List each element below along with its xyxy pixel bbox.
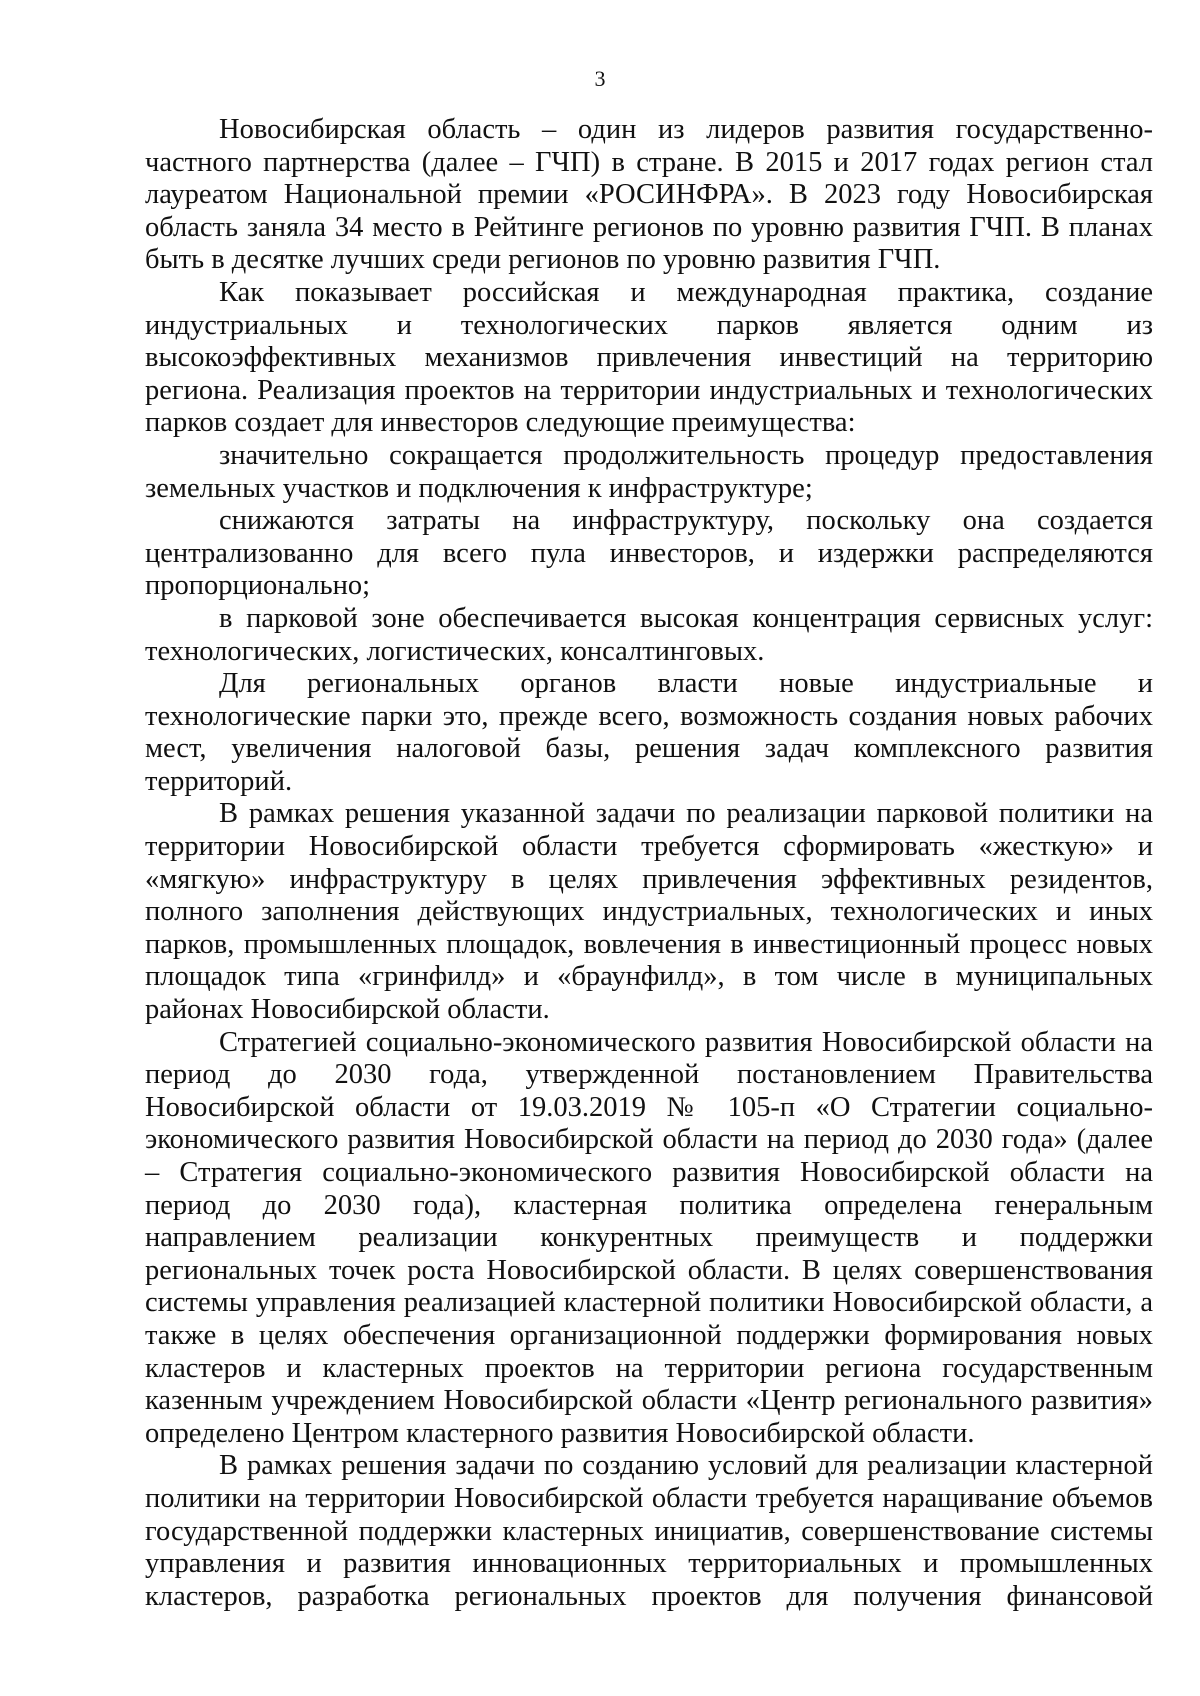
paragraph-strategy-cluster-policy: Стратегией социально-экономического развития Новосибирской области на период до 2030 года, утвержденной постановлением Правительства Новосибирской области от 19.03.2019 № 105-п «О Стратегии социально-экономического развития Новосибирской области на период до 2030 года» (далее – Стратегия социально-экономического развития Новосибирской области на период до 2030 года), кластерная политика определена генеральным направлением реализации конкурентных преимуществ и поддержки региональных точек роста Новосибирской области. В целях совершенствования системы управления реализацией кластерной политики Новосибирской области, а также в целях обеспечения организационной поддержки формирования новых кластеров и кластерных проектов на территории региона государственным казенным учреждением Новосибирской области «Центр регионального развития» определено Центром кластерного развития Новосибирской области.: [145, 1026, 1153, 1449]
paragraph-ppp-leadership: Новосибирская область – один из лидеров развития государственно-частного партнерства (далее – ГЧП) в стране. В 2015 и 2017 годах регион стал лауреатом Национальной премии «РОСИНФРА». В 2023 году Новосибирская область заняла 34 место в Рейтинге регионов по уровню развития ГЧП. В планах быть в десятке лучших среди регионов по уровню развития ГЧП.: [145, 114, 1153, 276]
document-body: [145, 114, 1153, 1613]
paragraph-advantage-services: в парковой зоне обеспечивается высокая концентрация сервисных услуг: технологических, логистических, консалтинговых.: [145, 602, 1153, 667]
paragraph-advantage-infrastructure-costs: снижаются затраты на инфраструктуру, поскольку она создается централизованно для всего пула инвесторов, и издержки распределяются пропорционально;: [145, 505, 1153, 602]
paragraph-park-policy: В рамках решения указанной задачи по реализации парковой политики на территории Новосибирской области требуется сформировать «жесткую» и «мягкую» инфраструктуру в целях привлечения эффективных резидентов, полного заполнения действующих индустриальных, технологических и иных парков, промышленных площадок, вовлечения в инвестиционный процесс новых площадок типа «гринфилд» и «браунфилд», в том числе в муниципальных районах Новосибирской области.: [145, 798, 1153, 1026]
paragraph-regional-authorities: Для региональных органов власти новые индустриальные и технологические парки это, прежде всего, возможность создания новых рабочих мест, увеличения налоговой базы, решения задач комплексного развития территорий.: [145, 668, 1153, 797]
paragraph-cluster-support: В рамках решения задачи по созданию условий для реализации кластерной политики на территории Новосибирской области требуется наращивание объемов государственной поддержки кластерных инициатив, совершенствование системы управления и развития инновационных территориальных и промышленных кластеров, разработка региональных проектов для получения финансовой: [145, 1450, 1153, 1612]
paragraph-parks-advantages-intro: Как показывает российская и международная практика, создание индустриальных и технологических парков является одним из высокоэффективных механизмов привлечения инвестиций на территорию региона. Реализация проектов на территории индустриальных и технологических парков создает для инвесторов следующие преимущества:: [145, 276, 1153, 439]
page-number: 3: [594, 66, 606, 91]
paragraph-advantage-land-plots: значительно сокращается продолжительность процедур предоставления земельных участков и подключения к инфраструктуре;: [145, 439, 1153, 504]
